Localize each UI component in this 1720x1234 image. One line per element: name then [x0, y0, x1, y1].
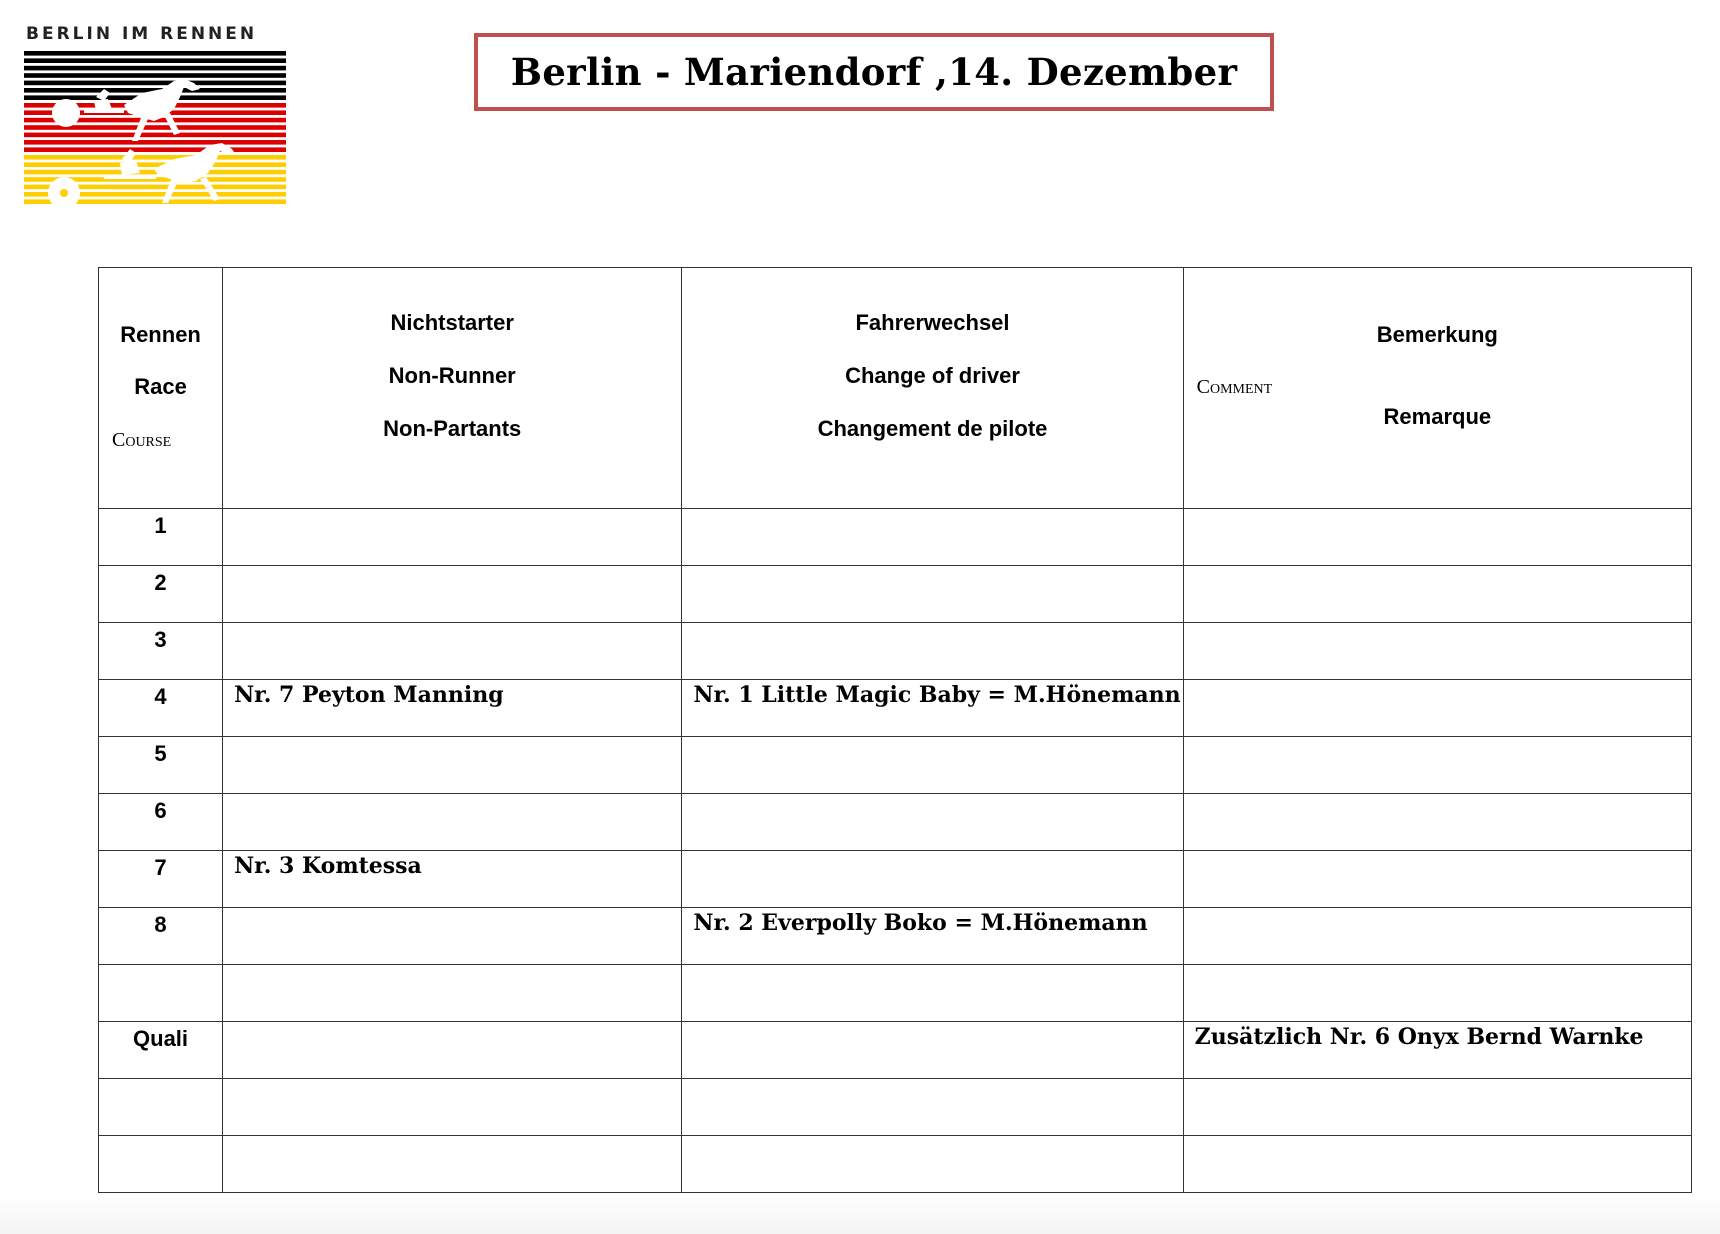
driver-change-cell: Nr. 1 Little Magic Baby = M.Hönemann [682, 680, 1183, 737]
driver-change-cell [682, 623, 1183, 680]
nonrunner-cell [223, 737, 682, 794]
race-number-cell: Quali [99, 1022, 223, 1079]
table-row [99, 680, 1692, 737]
title-box [474, 33, 1274, 111]
table-row [99, 965, 1692, 1022]
header-driver [682, 268, 1183, 509]
nonrunner-cell [223, 1079, 682, 1136]
header-remark-de: Bemerkung [1376, 322, 1498, 347]
header-remark-en: Comment [1196, 376, 1273, 398]
driver-change-cell [682, 1136, 1183, 1193]
header-race-en: Race [134, 374, 187, 399]
logo-text: BERLIN IM RENNEN [26, 24, 258, 44]
table-row [99, 1079, 1692, 1136]
table-row [99, 566, 1692, 623]
race-number-cell: 6 [99, 794, 223, 851]
race-number-cell [99, 1136, 223, 1193]
remark-cell [1183, 566, 1691, 623]
nonrunner-cell [223, 965, 682, 1022]
table-row [99, 794, 1692, 851]
driver-change-cell [682, 509, 1183, 566]
table-body [99, 509, 1692, 1193]
race-number-cell: 8 [99, 908, 223, 965]
nonrunner-cell [223, 509, 682, 566]
remark-cell [1183, 1079, 1691, 1136]
race-number-cell: 7 [99, 851, 223, 908]
header-race-de: Rennen [120, 322, 201, 347]
remark-cell [1183, 965, 1691, 1022]
remark-cell [1183, 680, 1691, 737]
remark-cell [1183, 1136, 1691, 1193]
race-number-cell [99, 1079, 223, 1136]
driver-change-cell [682, 1079, 1183, 1136]
nonrunner-cell [223, 1022, 682, 1079]
table-row [99, 623, 1692, 680]
remark-cell: Zusätzlich Nr. 6 Onyx Bernd Warnke [1183, 1022, 1691, 1079]
nonrunner-cell: Nr. 3 Komtessa [223, 851, 682, 908]
nonrunner-cell [223, 908, 682, 965]
remark-cell [1183, 794, 1691, 851]
header-driver-fr: Changement de pilote [817, 416, 1048, 441]
header-race-fr: Course [112, 429, 172, 451]
driver-change-cell: Nr. 2 Everpolly Boko = M.Hönemann [682, 908, 1183, 965]
table-row [99, 1022, 1692, 1079]
berlin-im-rennen-logo [24, 24, 286, 214]
trotting-horse-icon [24, 51, 286, 211]
page-title: Berlin - Mariendorf ,14. Dezember [510, 50, 1238, 94]
remark-cell [1183, 509, 1691, 566]
nonrunner-cell: Nr. 7 Peyton Manning [223, 680, 682, 737]
nonrunner-cell [223, 794, 682, 851]
driver-change-cell [682, 965, 1183, 1022]
remark-cell [1183, 851, 1691, 908]
nonrunner-cell [223, 623, 682, 680]
race-number-cell: 3 [99, 623, 223, 680]
driver-change-cell [682, 851, 1183, 908]
table-row [99, 1136, 1692, 1193]
nonrunner-cell [223, 566, 682, 623]
header-nonrunner [223, 268, 682, 509]
driver-change-cell [682, 737, 1183, 794]
header-driver-de: Fahrerwechsel [855, 310, 1010, 335]
header-nonrunner-de: Nichtstarter [390, 310, 514, 335]
remark-cell [1183, 623, 1691, 680]
race-number-cell: 5 [99, 737, 223, 794]
race-changes-table [98, 267, 1692, 1193]
table-row [99, 509, 1692, 566]
header-remark-fr: Remarque [1383, 404, 1492, 429]
driver-change-cell [682, 566, 1183, 623]
driver-change-cell [682, 794, 1183, 851]
header-driver-en: Change of driver [845, 363, 1020, 388]
remark-cell [1183, 908, 1691, 965]
table-header-row [99, 268, 1692, 509]
driver-change-cell [682, 1022, 1183, 1079]
race-number-cell: 1 [99, 509, 223, 566]
header-remark [1183, 268, 1691, 509]
table-row [99, 851, 1692, 908]
remark-cell [1183, 737, 1691, 794]
table-row [99, 908, 1692, 965]
header-race [99, 268, 223, 509]
race-number-cell: 2 [99, 566, 223, 623]
race-number-cell [99, 965, 223, 1022]
race-number-cell: 4 [99, 680, 223, 737]
page-bottom-edge [0, 1196, 1720, 1234]
nonrunner-cell [223, 1136, 682, 1193]
table-row [99, 737, 1692, 794]
header-nonrunner-en: Non-Runner [388, 363, 516, 388]
header-nonrunner-fr: Non-Partants [383, 416, 522, 441]
